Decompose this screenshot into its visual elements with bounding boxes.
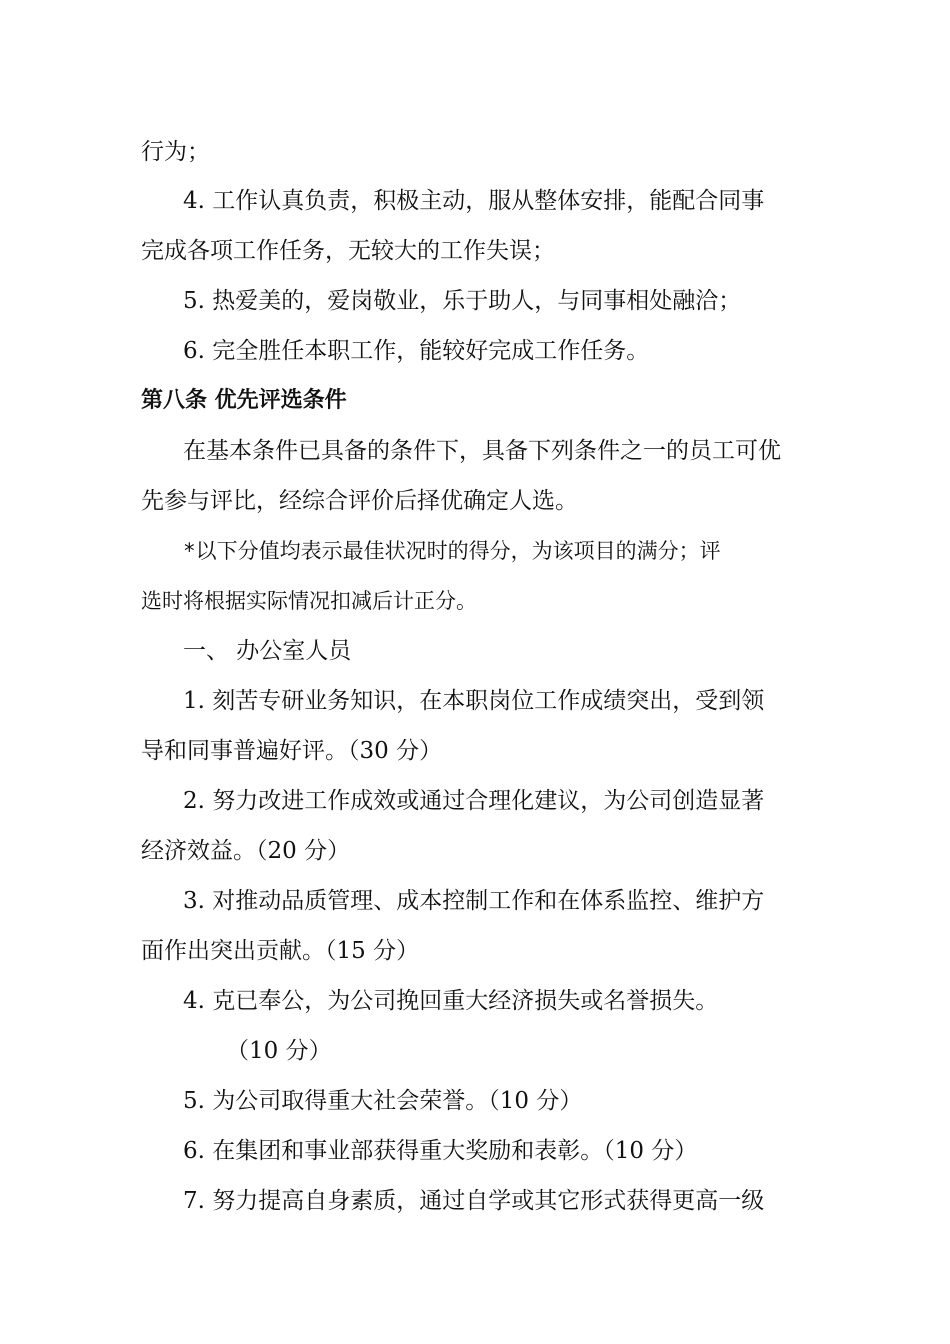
text-line: 7. 努力提高自身素质，通过自学或其它形式获得更高一级 (183, 1188, 765, 1214)
note-line: *以下分值均表示最佳状况时的得分，为该项目的满分；评 (183, 539, 721, 563)
text-line: 6. 完全胜任本职工作，能较好完成工作任务。 (183, 338, 650, 364)
text-line: 5. 为公司取得重大社会荣誉。（10 分） (183, 1088, 583, 1114)
text-line: 导和同事普遍好评。（30 分） (141, 738, 443, 764)
text-line: 6. 在集团和事业部获得重大奖励和表彰。（10 分） (183, 1138, 698, 1164)
text-line: 经济效益。（20 分） (141, 838, 351, 864)
text-line: 5. 热爱美的，爱岗敬业，乐于助人，与同事相处融洽； (183, 288, 742, 314)
text-line: 4. 工作认真负责，积极主动，服从整体安排，能配合同事 (183, 188, 765, 214)
text-line: 面作出突出贡献。（15 分） (141, 938, 420, 964)
text-line: 3. 对推动品质管理、成本控制工作和在体系监控、维护方 (183, 888, 765, 914)
text-line: 行为； (141, 139, 210, 165)
text-line: 1. 刻苦专研业务知识，在本职岗位工作成绩突出，受到领 (183, 688, 765, 714)
text-line: 在基本条件已具备的条件下，具备下列条件之一的员工可优 (183, 438, 781, 464)
text-line: （10 分） (226, 1038, 332, 1064)
note-line: 选时将根据实际情况扣减后计正分。 (141, 589, 477, 613)
text-line: 4. 克已奉公，为公司挽回重大经济损失或名誉损失。 (183, 988, 719, 1014)
section-heading: 第八条 优先评选条件 (141, 388, 347, 413)
text-line: 先参与评比，经综合评价后择优确定人选。 (141, 488, 578, 514)
text-line: 完成各项工作任务，无较大的工作失误； (141, 238, 555, 264)
text-line: 2. 努力改进工作成效或通过合理化建议，为公司创造显著 (183, 788, 765, 814)
subsection-heading: 一、 办公室人员 (183, 638, 352, 664)
